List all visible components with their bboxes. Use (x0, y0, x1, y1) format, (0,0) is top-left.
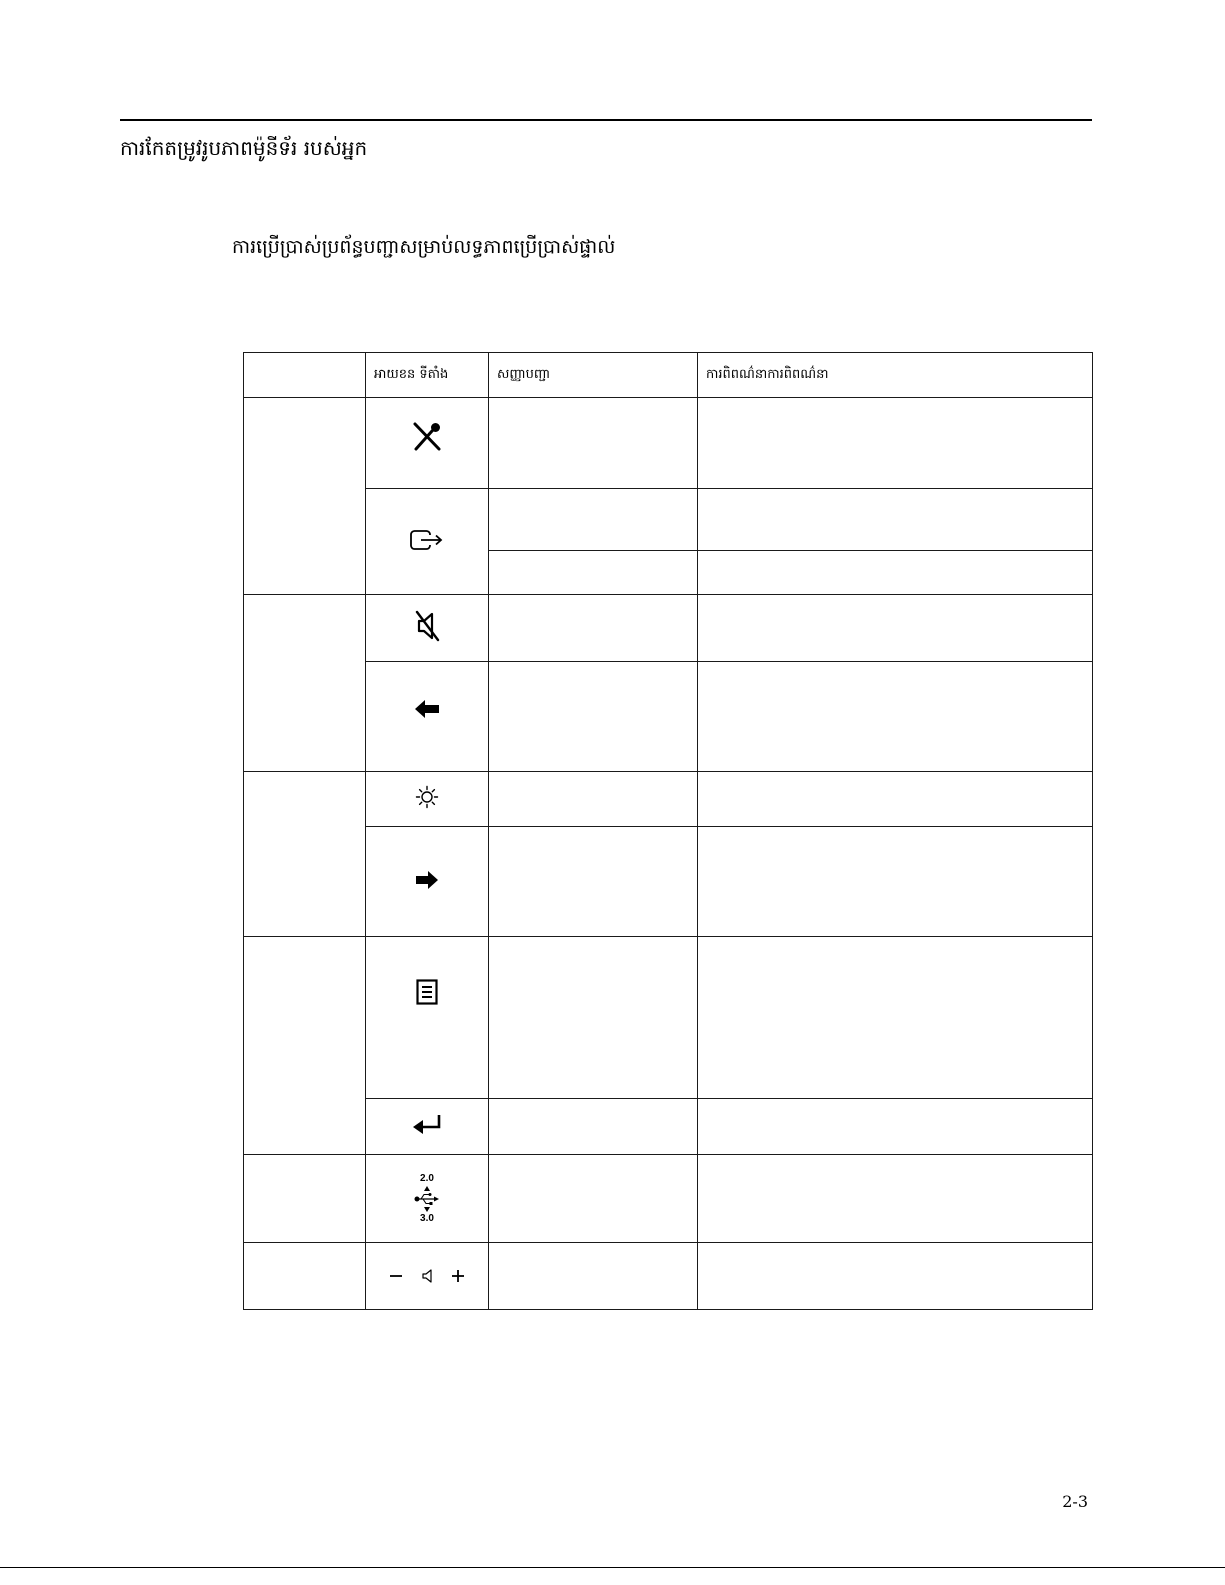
group-label-cell (244, 595, 366, 772)
control-cell (489, 772, 698, 827)
table-row (244, 937, 1093, 1099)
icon-cell (366, 662, 489, 772)
control-cell (489, 1099, 698, 1155)
description-cell (698, 662, 1093, 772)
icon-cell (366, 1243, 489, 1310)
header-control-column: សញ្ញាបញ្ជា (489, 353, 698, 398)
icon-cell (366, 1155, 489, 1243)
table-header-row (244, 353, 1093, 398)
group-label-cell (244, 398, 366, 595)
icon-cell (366, 398, 489, 489)
down-triangle-icon (424, 1207, 430, 1212)
group-label-cell (244, 1243, 366, 1310)
control-cell (489, 398, 698, 489)
input-source-icon (409, 529, 445, 551)
table-row (244, 662, 1093, 772)
description-cell (698, 827, 1093, 937)
description-cell (698, 937, 1093, 1099)
enter-icon (412, 1113, 442, 1137)
control-cell (489, 1243, 698, 1310)
speaker-mute-icon (414, 610, 440, 642)
description-cell (698, 595, 1093, 662)
volume-icon (422, 1269, 432, 1283)
description-cell (698, 772, 1093, 827)
plus-icon (452, 1269, 464, 1283)
table-row (244, 1099, 1093, 1155)
description-cell (698, 489, 1093, 551)
control-cell (489, 662, 698, 772)
control-cell (489, 551, 698, 595)
control-cell (489, 595, 698, 662)
header-icon-column: អាយខន ទីតាំង (366, 353, 489, 398)
description-cell (698, 1099, 1093, 1155)
control-cell (489, 937, 698, 1099)
left-arrow-icon (415, 700, 439, 718)
page-number: 2-3 (1062, 1492, 1088, 1511)
page-title: ការកែតម្រូវរូបភាពម៉ូនីទ័រ របស់អ្នក (120, 136, 368, 160)
table-row (244, 398, 1093, 489)
minus-icon (390, 1269, 402, 1283)
icon-cell (366, 827, 489, 937)
icon-cell (366, 595, 489, 662)
table-row (244, 595, 1093, 662)
description-cell (698, 1243, 1093, 1310)
table-row (244, 772, 1093, 827)
group-label-cell (244, 1155, 366, 1243)
table-row (244, 1243, 1093, 1310)
control-cell (489, 827, 698, 937)
icon-cell (366, 772, 489, 827)
description-cell (698, 551, 1093, 595)
right-arrow-icon (416, 871, 438, 889)
top-rule (120, 119, 1092, 121)
usb-icon (414, 1192, 440, 1206)
usb-upper-label: 2.0 (420, 1172, 434, 1184)
icon-cell (366, 1099, 489, 1155)
description-cell (698, 1155, 1093, 1243)
microphone-mute-icon (411, 420, 443, 452)
group-label-cell (244, 937, 366, 1155)
group-label-cell (244, 772, 366, 937)
up-triangle-icon (424, 1186, 430, 1191)
icon-cell (366, 489, 489, 595)
usb-lower-label: 3.0 (420, 1212, 434, 1224)
brightness-icon (415, 785, 439, 809)
icon-cell (366, 937, 489, 1099)
description-cell (698, 398, 1093, 489)
table-row (244, 827, 1093, 937)
volume-control-group (366, 1269, 488, 1283)
table-row (244, 489, 1093, 551)
bottom-rule (0, 1567, 1225, 1568)
menu-icon (416, 979, 438, 1005)
header-description-column: ការពិពណ៌នាការពិពណ៌នា (698, 353, 1093, 398)
section-title: ការប្រើប្រាស់ប្រព័ន្ធបញ្ជាសម្រាប់លទ្ធភាពប្រើប្រាស់ផ្ទាល់ (232, 236, 616, 258)
table-row (244, 1155, 1093, 1243)
control-cell (489, 489, 698, 551)
header-blank-cell (244, 353, 366, 398)
control-cell (489, 1155, 698, 1243)
controls-table (243, 352, 1093, 1310)
usb-version-group (366, 1173, 488, 1225)
